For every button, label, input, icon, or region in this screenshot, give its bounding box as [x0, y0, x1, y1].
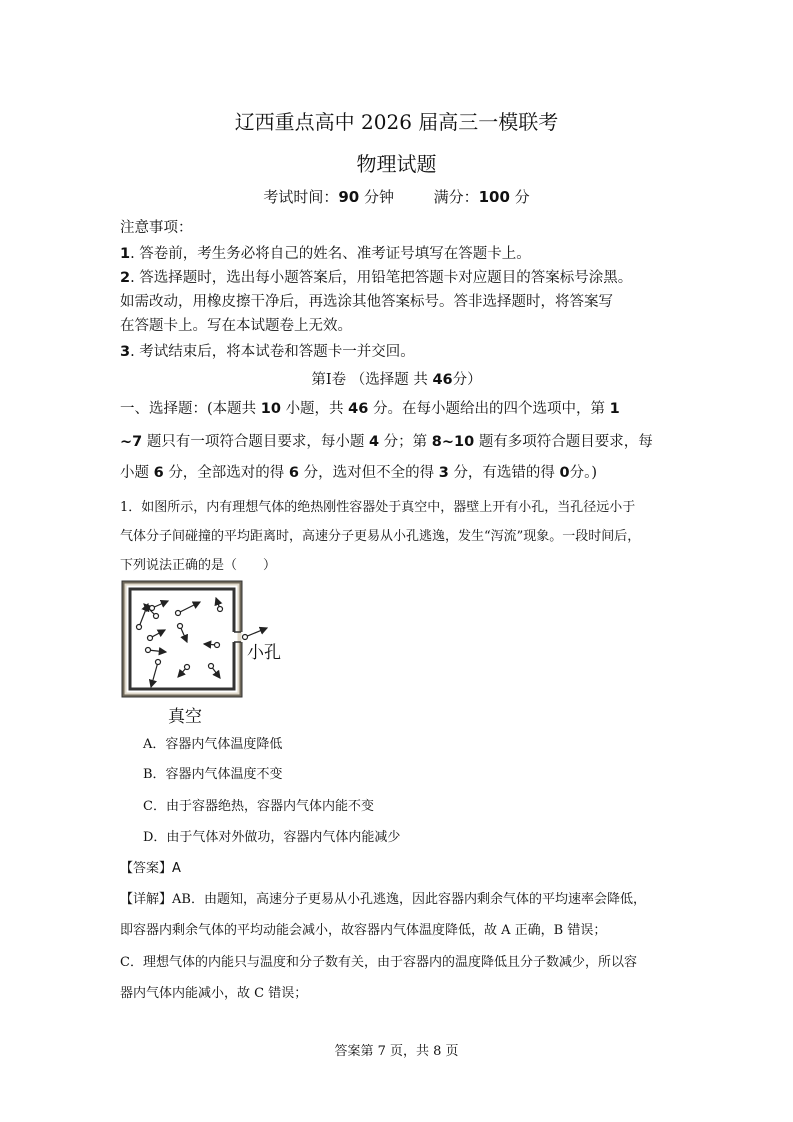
question-1-line-2: 气体分子间碰撞的平均距离时，高速分子更易从小孔逃逸，发生“泻流”现象。一段时间后， — [120, 529, 641, 544]
molecule — [178, 624, 188, 643]
text: 分。) — [569, 465, 598, 481]
number: 8~10 — [431, 434, 475, 450]
score-label: 满分： — [433, 188, 479, 206]
explanation-text: AB．由题知，高速分子更易从小孔逃逸，因此容器内剩余气体的平均速率会降低， — [172, 892, 646, 907]
explanation-line-3: C．理想气体的内能只与温度和分子数有关，由于容器内的温度降低且分子数减少，所以容 — [120, 955, 637, 970]
notice-item-3-text: . 考试结束后，将本试卷和答题卡一并交回。 — [130, 344, 415, 360]
answer-value: A — [172, 861, 181, 876]
section-title-prefix: 第Ⅰ卷 （选择题 共 — [311, 372, 428, 388]
molecule — [146, 648, 167, 653]
answer-label: 【答案】 — [120, 861, 173, 876]
text: 分；第 — [383, 434, 428, 450]
notice-item-1 — [120, 242, 531, 263]
section-instructions-line-1 — [120, 397, 620, 418]
number: 4 — [368, 434, 380, 450]
container-outer-wall — [123, 582, 241, 696]
molecule — [178, 665, 190, 678]
explanation-line-4: 器内气体内能减小，故 C 错误； — [120, 986, 308, 1001]
section-instructions-line-2 — [120, 430, 653, 451]
text: 题有多项符合题目要求，每 — [478, 434, 653, 450]
answer-line — [120, 857, 181, 876]
molecule — [176, 602, 201, 616]
exam-title: 辽西重点高中 2026 届高三一模联考 — [234, 110, 559, 134]
text: 一、选择题：(本题共 — [120, 401, 257, 417]
time-label: 考试时间： — [263, 188, 339, 206]
text: 分，全部选对的得 — [168, 465, 285, 481]
notice-item-3 — [120, 340, 415, 361]
option-a: A．容器内气体温度降低 — [143, 737, 283, 752]
score-value: 100 — [478, 188, 510, 206]
option-c: C．由于容器绝热，容器内气体内能不变 — [143, 799, 374, 814]
molecule — [151, 660, 161, 688]
number: 6 — [153, 465, 164, 481]
section-title-score: 46 — [432, 372, 453, 388]
question-1-line-1: 1．如图所示，内有理想气体的绝热刚性容器处于真空中，器壁上开有小孔，当孔径远小于 — [120, 500, 636, 515]
text: 分，选对但不全的得 — [303, 465, 435, 481]
notice-item-2-line-2: 如需改动，用橡皮擦干净后，再选涂其他答案标号。答非选择题时，将答案写 — [120, 294, 613, 310]
molecule — [148, 630, 166, 641]
notice-item-1-number: 1 — [120, 246, 131, 262]
text: 分，有选错的得 — [453, 465, 555, 481]
option-b: B．容器内气体温度不变 — [143, 767, 283, 782]
notice-item-2-number: 2 — [120, 270, 131, 286]
molecule — [216, 598, 223, 612]
number: 3 — [438, 465, 449, 481]
notice-item-3-number: 3 — [120, 344, 131, 360]
page-footer: 答案第 7 页，共 8 页 — [334, 1044, 459, 1059]
molecule — [204, 643, 220, 648]
vacuum-label: 真空 — [168, 707, 202, 727]
section-title-suffix: 分） — [452, 372, 482, 388]
score-unit: 分 — [514, 188, 530, 206]
number: ~7 — [120, 434, 143, 450]
time-unit: 分钟 — [363, 188, 394, 206]
number: 0 — [559, 465, 570, 481]
number: 46 — [348, 401, 369, 417]
section-title — [0, 368, 793, 389]
container-wall-fill — [125, 584, 240, 695]
text: 小题，共 — [285, 401, 344, 417]
text: 分。在每小题给出的四个选项中，第 — [372, 401, 605, 417]
text: 小题 — [120, 465, 149, 481]
notice-item-2-text: . 答选择题时，选出每小题答案后，用铅笔把答题卡对应题目的答案标号涂黑。 — [130, 270, 633, 286]
notice-item-2 — [120, 266, 632, 287]
notice-heading: 注意事项： — [120, 220, 193, 236]
number: 10 — [260, 401, 281, 417]
text: 题只有一项符合题目要求，每小题 — [146, 434, 365, 450]
notice-item-2-line-3: 在答题卡上。写在本试题卷上无效。 — [120, 318, 352, 334]
section-instructions-line-3 — [120, 461, 597, 482]
number: 6 — [288, 465, 300, 481]
hole-label: 小孔 — [247, 643, 281, 663]
question-1-line-3: 下列说法正确的是（ ） — [120, 558, 277, 573]
molecule — [209, 664, 221, 679]
molecule — [137, 604, 149, 630]
notice-item-1-text: . 答卷前，考生务必将自己的姓名、准考证号填写在答题卡上。 — [130, 246, 531, 262]
explanation-line-2: 即容器内剩余气体的平均动能会减小，故容器内气体温度降低，故 A 正确，B 错误； — [120, 923, 607, 938]
molecule — [150, 601, 169, 611]
subject-title: 物理试题 — [356, 152, 437, 176]
exam-meta — [0, 186, 793, 207]
explanation-line-1 — [120, 888, 646, 907]
option-d: D．由于气体对外做功，容器内气体内能减少 — [143, 830, 401, 845]
explanation-label: 【详解】 — [120, 892, 173, 907]
time-value: 90 — [338, 188, 360, 206]
number: 1 — [609, 401, 620, 417]
